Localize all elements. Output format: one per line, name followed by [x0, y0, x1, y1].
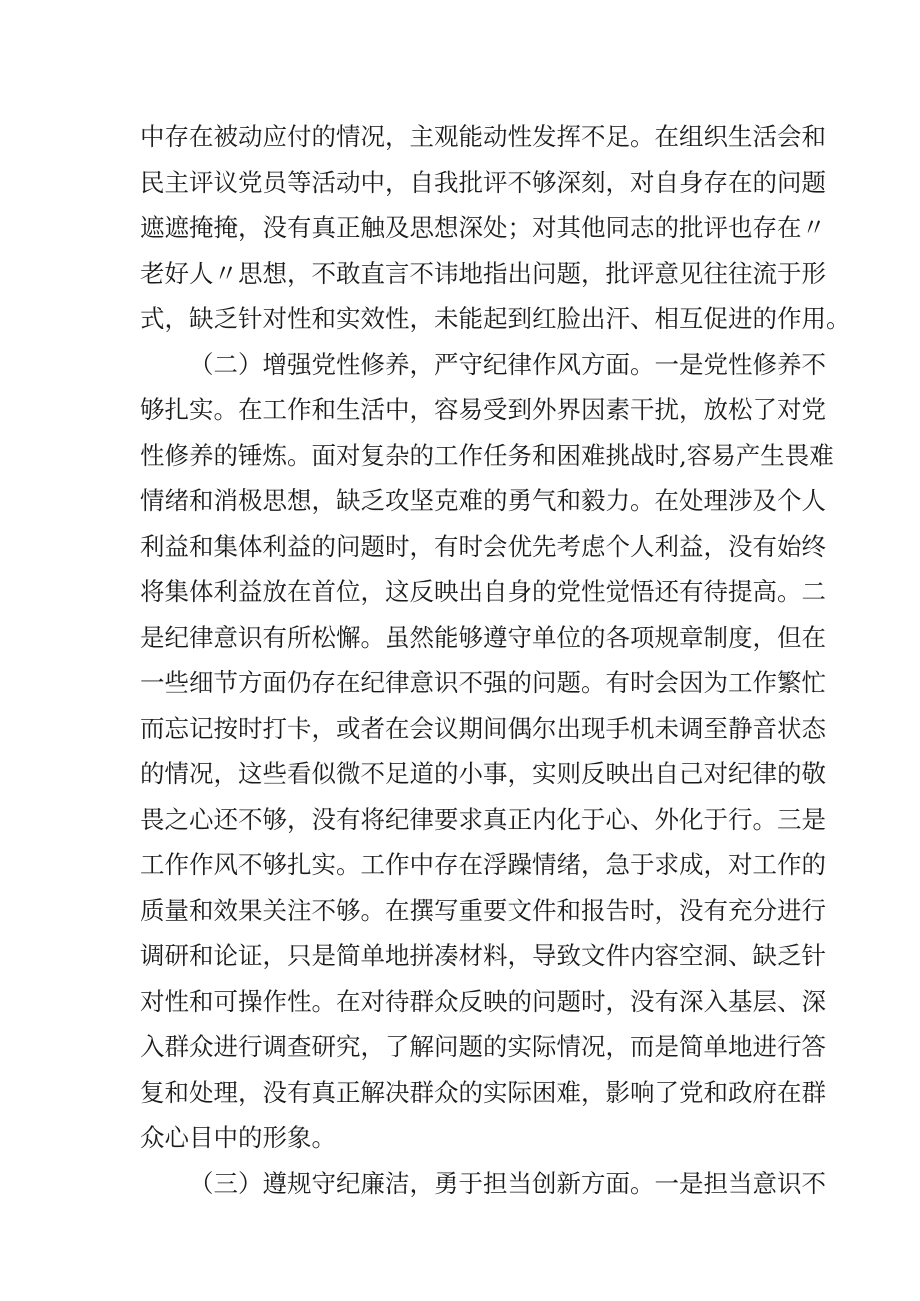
text-line: 遮遮掩掩，没有真正触及思想深处；对其他同志的批评也存在〃	[140, 213, 826, 242]
text-line: 工作作风不够扎实。工作中存在浮躁情绪，急于求成，对工作的	[140, 850, 826, 879]
text-line: 利益和集体利益的问题时，有时会优先考虑个人利益，没有始终	[140, 531, 826, 561]
text-line: （二）增强党性修养，严守纪律作风方面。一是党性修养不	[189, 349, 826, 379]
text-line: 性修养的锤炼。面对复杂的工作任务和困难挑战时,容易产生畏难	[140, 440, 834, 470]
text-line: 够扎实。在工作和生活中，容易受到外界因素干扰，放松了对党	[140, 395, 826, 424]
text-line: 调研和论证，只是简单地拼凑材料，导致文件内容空洞、缺乏针	[140, 941, 826, 970]
paragraph-2	[140, 342, 834, 1161]
text-line: 将集体利益放在首位，这反映出自身的党性觉悟还有待提高。二	[140, 577, 826, 606]
text-line: 对性和可操作性。在对待群众反映的问题时，没有深入基层、深	[140, 986, 826, 1016]
text-line: 民主评议党员等活动中，自我批评不够深刻，对自身存在的问题	[140, 167, 826, 197]
document-body	[140, 114, 851, 1206]
text-line: 入群众进行调查研究，了解问题的实际情况，而是简单地进行答	[140, 1032, 826, 1061]
paragraph-1	[140, 114, 851, 342]
text-line: 的情况，这些看似微不足道的小事，实则反映出自己对纪律的敬	[140, 759, 826, 788]
text-line: 一些细节方面仍存在纪律意识不强的问题。有时会因为工作繁忙	[140, 668, 826, 697]
text-line: 畏之心还不够，没有将纪律要求真正内化于心、外化于行。三是	[140, 804, 826, 834]
text-line: 中存在被动应付的情况，主观能动性发挥不足。在组织生活会和	[140, 122, 826, 151]
text-line: 而忘记按时打卡，或者在会议期间偶尔出现手机未调至静音状态	[140, 713, 826, 743]
text-line: 式，缺乏针对性和实效性，未能起到红脸出汗、相互促进的作用。	[140, 304, 851, 333]
text-line: 老好人〃思想，不敢直言不讳地指出问题，批评意见往往流于形	[140, 258, 826, 288]
text-line: 质量和效果关注不够。在撰写重要文件和报告时，没有充分进行	[140, 895, 826, 925]
paragraph-3	[140, 1161, 826, 1207]
text-line: 复和处理，没有真正解决群众的实际困难，影响了党和政府在群	[140, 1077, 826, 1107]
text-line: 情绪和消极思想，缺乏攻坚克难的勇气和毅力。在处理涉及个人	[140, 486, 826, 515]
text-line: 众心目中的形象。	[140, 1123, 336, 1152]
text-line: 是纪律意识有所松懈。虽然能够遵守单位的各项规章制度，但在	[140, 622, 826, 652]
text-line: （三）遵规守纪廉洁，勇于担当创新方面。一是担当意识不	[189, 1168, 826, 1198]
